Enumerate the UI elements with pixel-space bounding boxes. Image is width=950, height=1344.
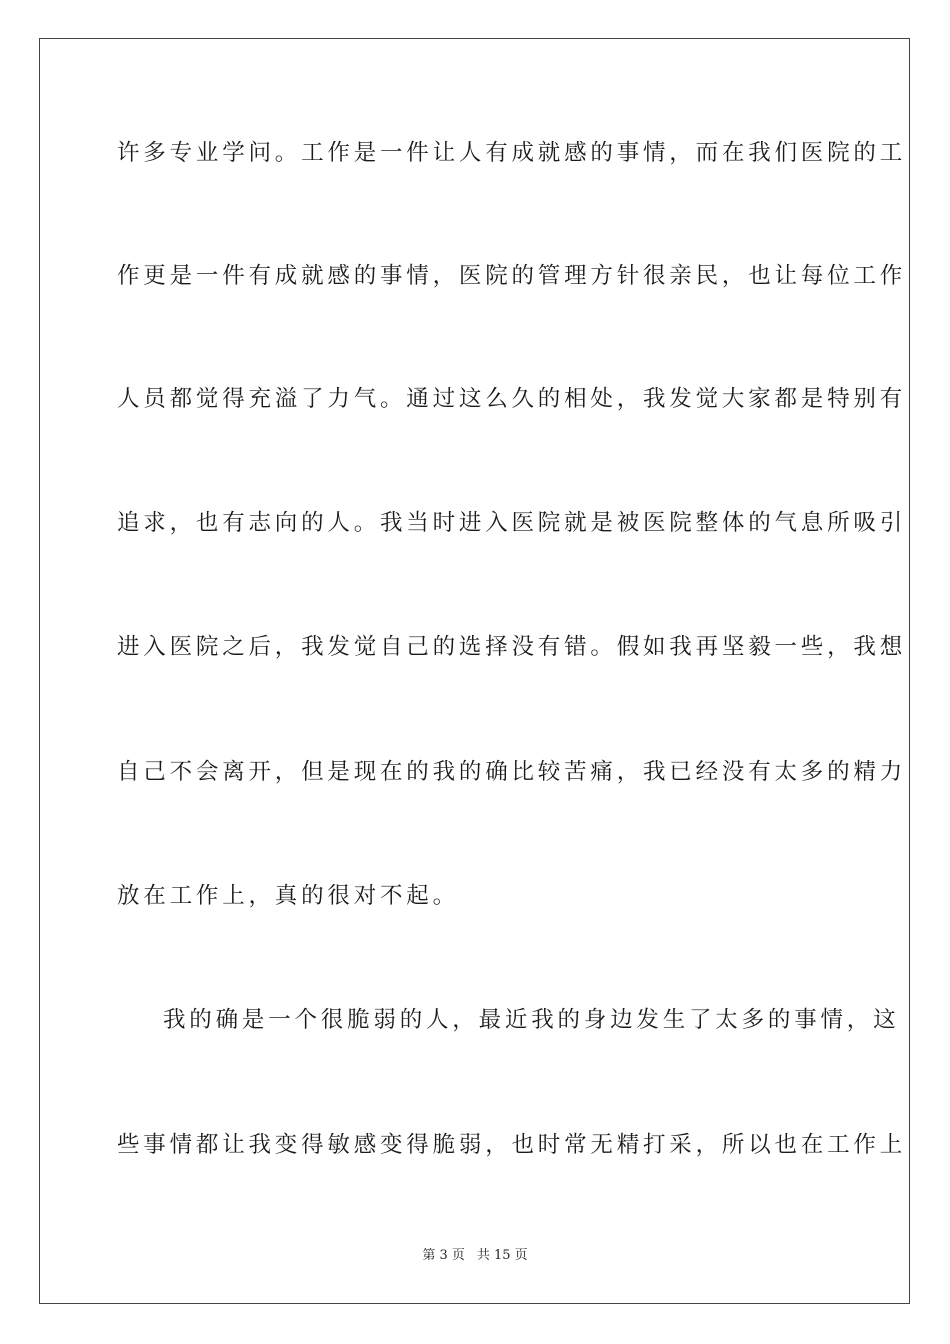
paragraph-line-4: 追求，也有志向的人。我当时进入医院就是被医院整体的气息所吸引 [117, 510, 907, 536]
paragraph-line-2: 作更是一件有成就感的事情，医院的管理方针很亲民，也让每位工作 [117, 263, 907, 289]
paragraph-line-7: 放在工作上，真的很对不起。 [117, 883, 459, 909]
paragraph-line-6: 自己不会离开，但是现在的我的确比较苦痛，我已经没有太多的精力 [117, 759, 907, 785]
paragraph-line-8: 我的确是一个很脆弱的人，最近我的身边发生了太多的事情，这 [163, 1007, 900, 1033]
page-footer [0, 1247, 950, 1265]
page-total: 共 15 页 [476, 1248, 528, 1263]
page-border [39, 38, 910, 1304]
paragraph-line-5: 进入医院之后，我发觉自己的选择没有错。假如我再坚毅一些，我想 [117, 634, 907, 660]
paragraph-line-9: 些事情都让我变得敏感变得脆弱，也时常无精打采，所以也在工作上 [117, 1132, 907, 1158]
page-number: 第 3 页 [422, 1248, 465, 1263]
paragraph-line-3: 人员都觉得充溢了力气。通过这么久的相处，我发觉大家都是特别有 [117, 386, 907, 412]
paragraph-line-1: 许多专业学问。工作是一件让人有成就感的事情，而在我们医院的工 [117, 140, 907, 166]
